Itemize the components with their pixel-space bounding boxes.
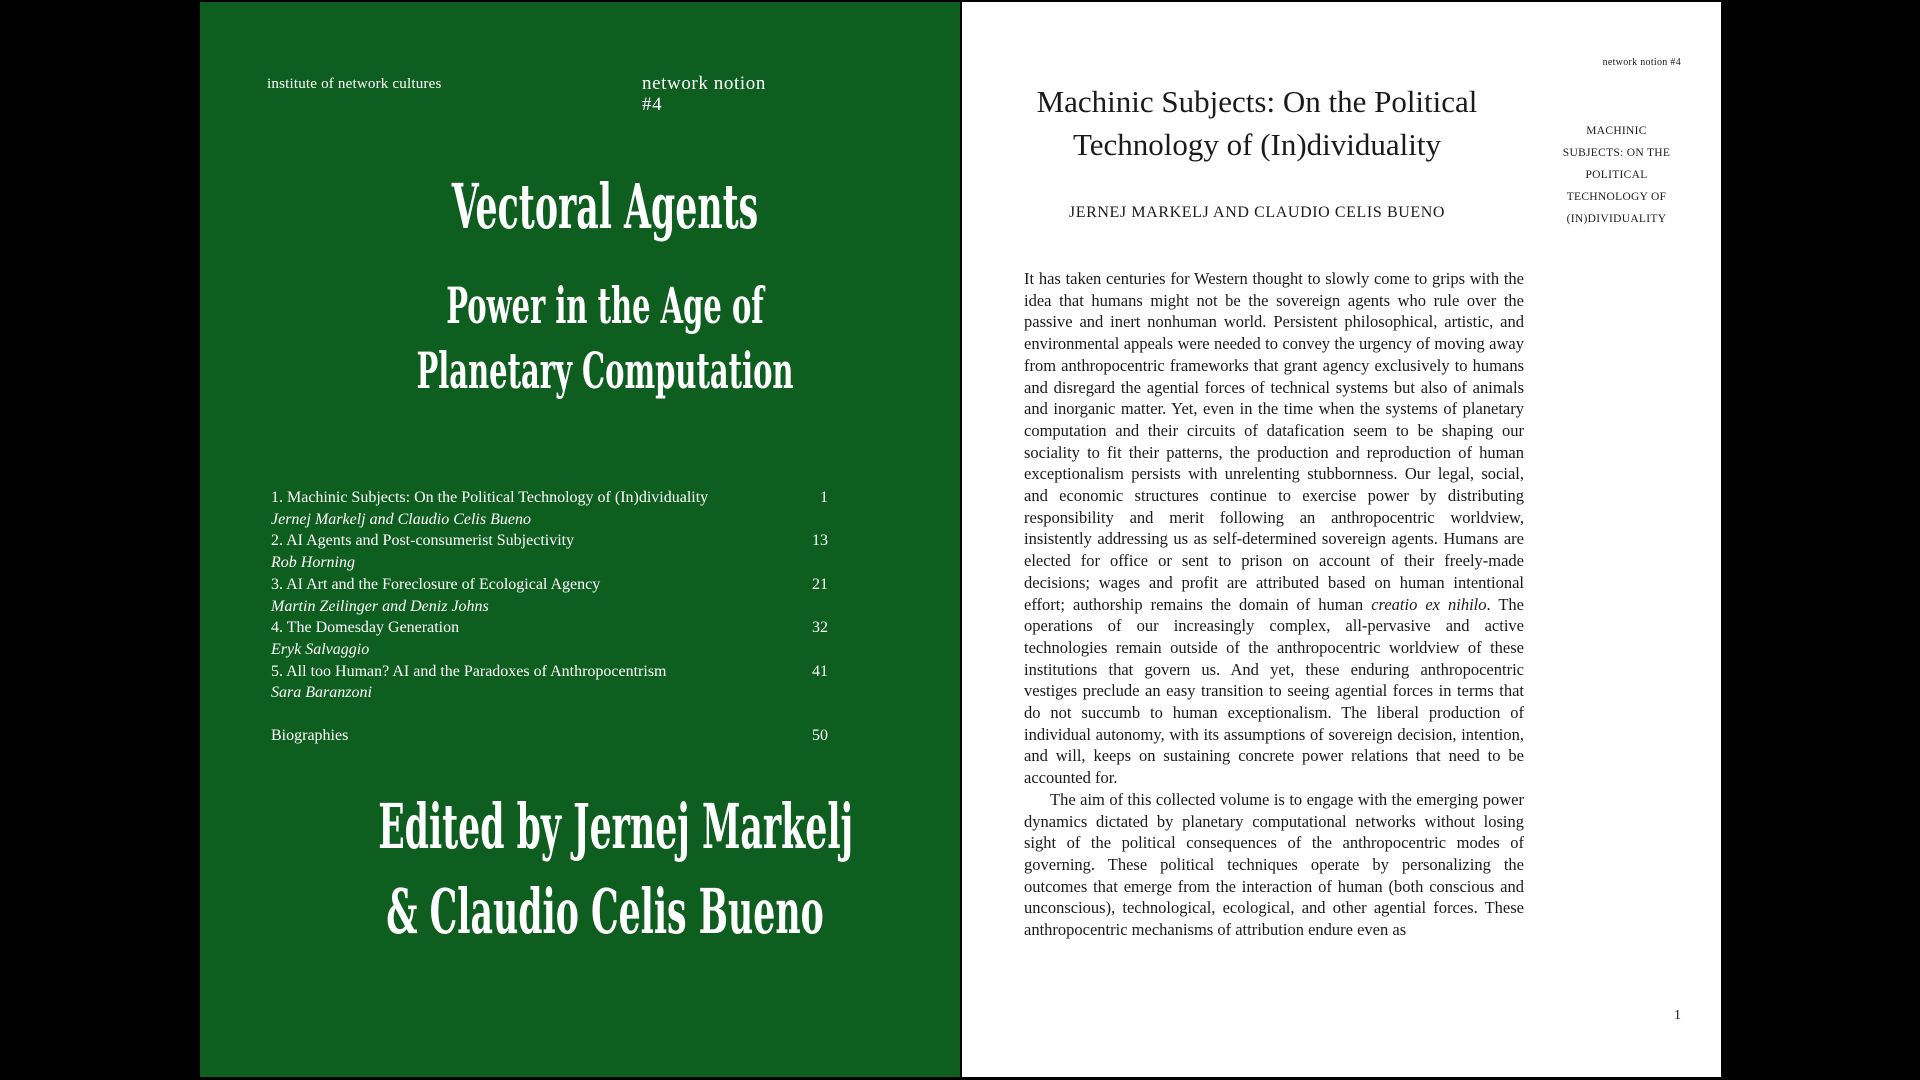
cover-page bbox=[200, 2, 960, 1077]
toc-entry-author: Martin Zeilinger and Deniz Johns bbox=[271, 597, 489, 615]
series-label bbox=[642, 73, 766, 115]
paragraph: The aim of this collected volume is to engage with the emerging power dynamics dictated by planetary computational networks without losing sight of the political consequences of the anthropocentric modes of governing. These political techniques operate by personalizing the outcomes that emerge from the interaction of human (both conscious and unconscious), technological, ecological, and other agential forces. These anthropocentric mechanisms of attribution endure even as bbox=[1024, 789, 1524, 940]
toc-entry-page: 32 bbox=[812, 619, 828, 637]
toc-entry-title: 2. AI Agents and Post-consumerist Subjectivity bbox=[271, 532, 575, 550]
toc-biographies-label: Biographies bbox=[271, 727, 349, 745]
paragraph-text: It has taken centuries for Western thought to slowly come to grips with the idea that humans might not be the sovereign agents who rule over the passive and inert nonhuman world. Persistent philosophical, artistic, and environmental appeals were needed to convey the urgency of moving away from anthropocentric frameworks that grant agency exclusively to humans and disregard the agential forces of technical systems but also of animals and inorganic matter. Yet, even in the time when the systems of planetary computation and their circuits of datafication seem to be shaping our sociality to fit their patterns, the production and reproduction of human exceptionalism persists with unrelenting stubbornness. Our legal, social, and economic structures continue to exercise power by distributing responsibility and merit following an anthropocentric worldview, insistently addressing us as self-determined sovereign agents. Humans are elected for office or sent to prison on account of their freely-made decisions; wages and profit are attributed based on human intentional effort; authorship remains the domain of human bbox=[1024, 269, 1524, 614]
margin-note-line: MACHINIC bbox=[1586, 125, 1647, 137]
toc-spacer bbox=[271, 704, 828, 725]
chapter-title-line1: Machinic Subjects: On the Political bbox=[1036, 84, 1478, 119]
margin-note-line: TECHNOLOGY OF bbox=[1566, 191, 1667, 203]
margin-note bbox=[1544, 120, 1689, 230]
paragraph bbox=[1024, 268, 1524, 789]
paragraph-italic-term: creatio ex nihilo bbox=[1371, 594, 1487, 614]
running-header: network notion #4 bbox=[1602, 57, 1681, 68]
margin-note-line: (IN)DIVIDUALITY bbox=[1566, 213, 1667, 225]
body-text bbox=[1024, 268, 1524, 941]
toc-biographies[interactable] bbox=[271, 725, 828, 747]
series-number: #4 bbox=[642, 94, 663, 115]
margin-note-line: POLITICAL bbox=[1585, 169, 1648, 181]
book-subtitle-line2: Planetary Computation bbox=[416, 341, 794, 400]
toc-entry-title: 1. Machinic Subjects: On the Political Technology of (In)dividuality bbox=[271, 489, 709, 506]
toc-entry-title: 4. The Domesday Generation bbox=[271, 619, 460, 637]
chapter-title bbox=[1017, 80, 1497, 166]
toc-entry-author: Sara Baranzoni bbox=[271, 684, 372, 702]
toc-entry[interactable] bbox=[271, 661, 828, 704]
toc-entry-author: Jernej Markelj and Claudio Celis Bueno bbox=[271, 510, 531, 528]
chapter-authors: JERNEJ MARKELJ AND CLAUDIO CELIS BUENO bbox=[1068, 204, 1446, 221]
toc-entry-author: Rob Horning bbox=[271, 554, 355, 572]
table-of-contents bbox=[271, 487, 828, 747]
paragraph-text: . The operations of our increasingly complex, all-pervasive and active technologies remain outside of the anthropocentric worldview of these institutions that govern us. And yet, these enduring anthropocentric vestiges preclude an easy transition to seeing agential forces in terms that do not succumb to human exceptionalism. The liberal production of individual autonomy, with its assumptions of sovereign decision, intention, and will, keeps on sustaining concrete power relations that need to be accounted for. bbox=[1024, 594, 1524, 788]
editors-line1: Edited by Jernej Markelj bbox=[378, 790, 854, 863]
chapter-title-line2: Technology of (In)dividuality bbox=[1072, 127, 1442, 162]
toc-entry[interactable] bbox=[271, 574, 828, 617]
book-subtitle-line1: Power in the Age of bbox=[446, 276, 764, 335]
toc-entry[interactable] bbox=[271, 617, 828, 660]
chapter-page bbox=[962, 2, 1721, 1077]
publisher-name: institute of network cultures bbox=[267, 76, 442, 92]
page-number: 1 bbox=[1674, 1008, 1681, 1023]
toc-entry-page: 13 bbox=[812, 532, 828, 550]
toc-entry-author: Eryk Salvaggio bbox=[271, 640, 370, 658]
toc-entry-title: 5. All too Human? AI and the Paradoxes of Anthropocentrism bbox=[271, 662, 667, 680]
toc-entry-title: 3. AI Art and the Foreclosure of Ecological Agency bbox=[271, 575, 601, 593]
toc-entry-page: 41 bbox=[812, 662, 828, 680]
toc-entry[interactable] bbox=[271, 487, 828, 530]
toc-entry-page: 1 bbox=[820, 489, 828, 506]
margin-note-line: SUBJECTS: ON THE bbox=[1562, 147, 1671, 159]
book-title: Vectoral Agents bbox=[451, 170, 759, 243]
editors-line2: & Claudio Celis Bueno bbox=[386, 875, 824, 948]
toc-entry[interactable] bbox=[271, 530, 828, 573]
toc-entry-page: 21 bbox=[812, 575, 828, 593]
series-name: network notion bbox=[642, 73, 766, 94]
toc-biographies-page: 50 bbox=[812, 727, 828, 745]
